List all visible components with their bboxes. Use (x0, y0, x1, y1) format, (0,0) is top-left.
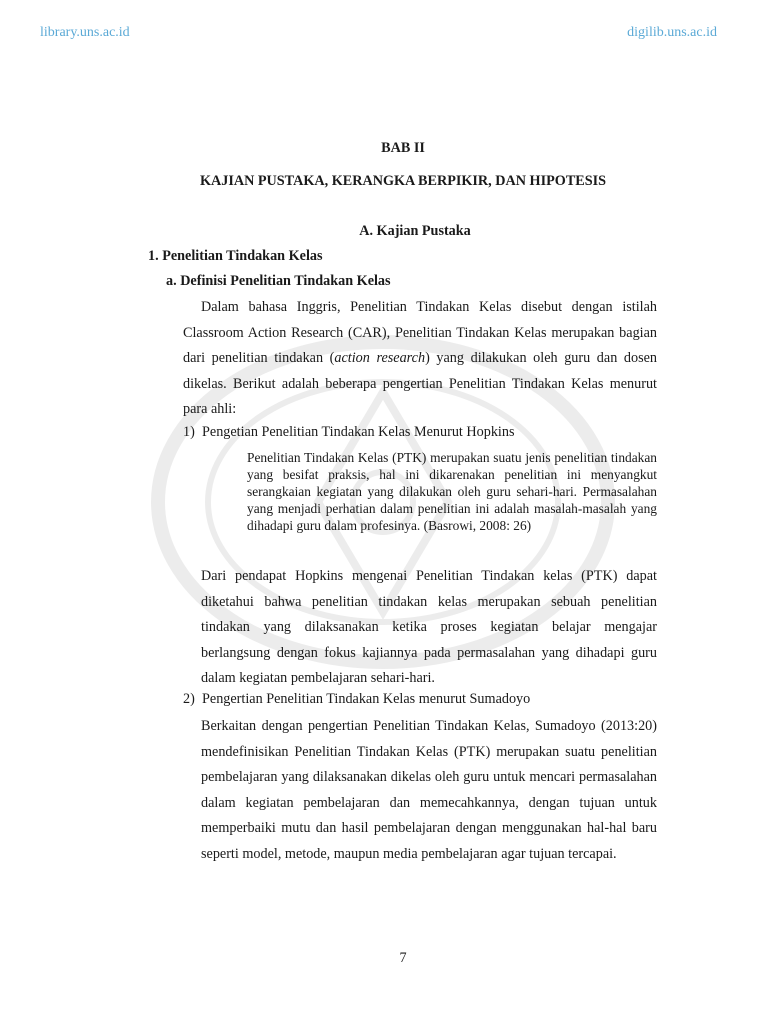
list-item-number: 1) (183, 424, 195, 440)
list-item-text: Pengetian Penelitian Tindakan Kelas Menurut Hopkins (202, 424, 515, 440)
paragraph-text: ) yang dilakukan oleh guru dan dosen dikelas. Berikut adalah beberapa pengertian Penelitian Tindakan Kelas menurut para ahli: (183, 350, 657, 417)
list-item-sumadoyo (183, 691, 530, 708)
header-link-digilib[interactable]: digilib.uns.ac.id (627, 25, 717, 40)
page-number: 7 (399, 950, 407, 966)
block-quote: Penelitian Tindakan Kelas (PTK) merupakan suatu jenis penelitian tindakan yang besifat praksis, hal ini dikarenakan penelitian ini menyangkut serangkaian kegiatan yang dilakukan oleh guru sehari-hari. Permasalahan yang menjadi perhatian dalam penelitian ini adalah masalah-masalah yang dihadapi guru dalam profesinya. (Basrowi, 2008: 26) (247, 450, 657, 533)
sub-subsection-heading: a. Definisi Penelitian Tindakan Kelas (166, 273, 391, 289)
chapter-label: BAB II (381, 140, 425, 156)
paragraph-definition (183, 295, 657, 423)
subsection-heading: 1. Penelitian Tindakan Kelas (148, 248, 323, 264)
list-item-text: Pengertian Penelitian Tindakan Kelas menurut Sumadoyo (202, 691, 531, 707)
header-link-library[interactable]: library.uns.ac.id (40, 25, 130, 40)
chapter-title: KAJIAN PUSTAKA, KERANGKA BERPIKIR, DAN HIPOTESIS (199, 173, 607, 189)
section-heading: A. Kajian Pustaka (359, 223, 471, 239)
list-item-hopkins (183, 424, 515, 441)
paragraph-sumadoyo: Berkaitan dengan pengertian Penelitian Tindakan Kelas, Sumadoyo (2013:20) mendefinisikan Penelitian Tindakan Kelas (PTK) merupakan suatu penelitian pembelajaran yang dilaksanakan dikelas oleh guru untuk mencari permasalahan dalam kegiatan pembelajaran dan memecahkannya, dengan tujuan untuk memperbaiki mutu dan hasil pembelajaran dengan menggunakan hal-hal baru seperti model, metode, maupun media pembelajaran agar tujuan tercapai. (201, 718, 657, 862)
paragraph-hopkins-summary: Dari pendapat Hopkins mengenai Penelitian Tindakan kelas (PTK) dapat diketahui bahwa penelitian tindakan kelas merupakan sebuah penelitian tindakan yang dilaksanakan ketika proses kegiatan belajar mengajar berlangsung dengan fokus kajiannya pada permasalahan yang dihadapi guru dalam kegiatan pembelajaran sehari-hari. (201, 568, 657, 686)
paragraph-text: Dalam bahasa Inggris, Penelitian Tindakan Kelas disebut dengan istilah Classroom Action Research (CAR), Penelitian Tindakan Kelas merupakan bagian dari penelitian tindakan ( (183, 299, 657, 366)
paragraph-italic-term: action research (334, 350, 426, 366)
list-item-number: 2) (183, 691, 195, 707)
